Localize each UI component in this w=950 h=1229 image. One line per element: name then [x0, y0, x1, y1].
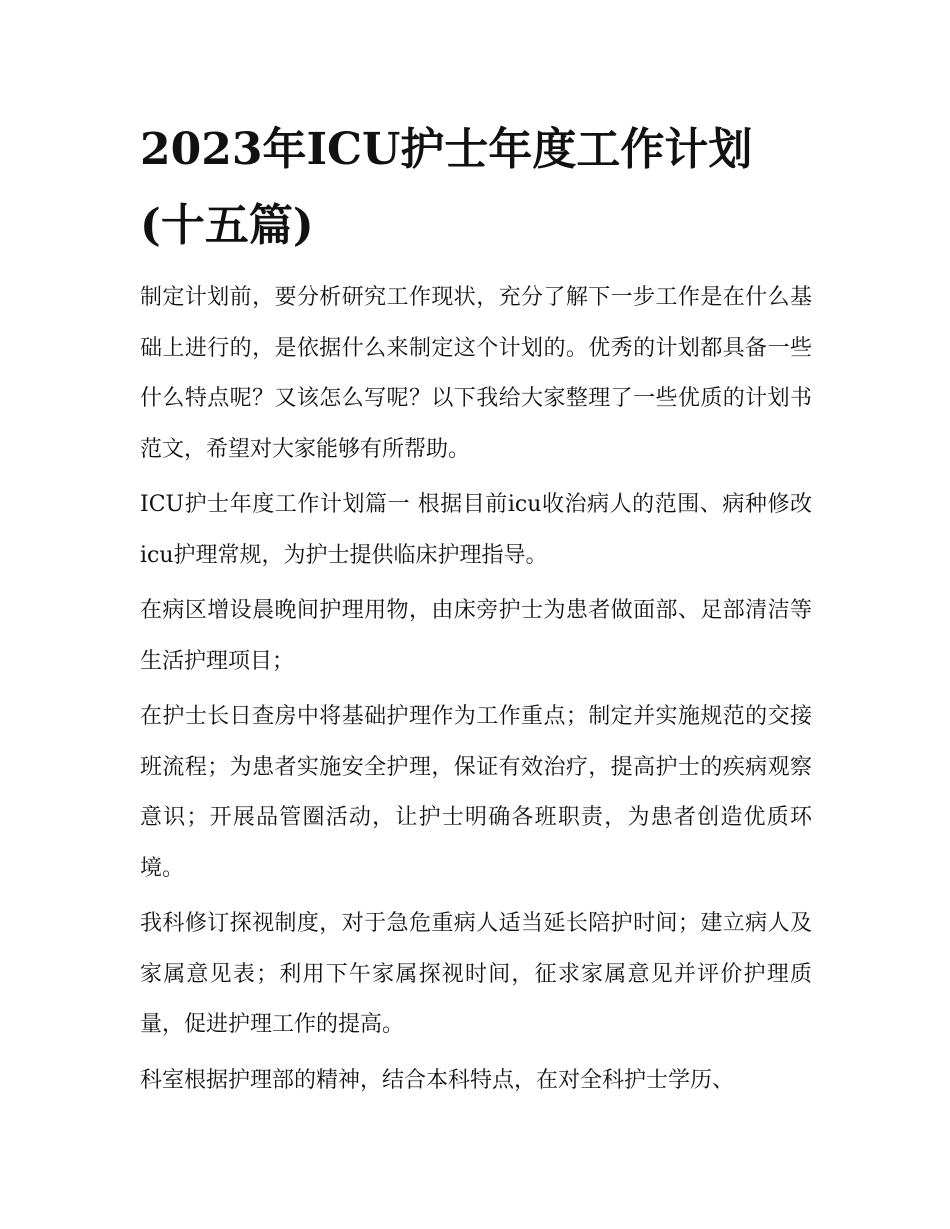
paragraph-plan-1: ICU护士年度工作计划篇一 根据目前icu收治病人的范围、病种修改icu护理常规，为护士提供临床护理指导。 — [140, 492, 812, 568]
paragraph-head-nurse-rounds: 在护士长日查房中将基础护理作为工作重点；制定并实施规范的交接班流程；为患者实施安全护理，保证有效治疗，提高护士的疾病观察意识；开展品管圈活动，让护士明确各班职责，为患者创造优质环境。 — [140, 704, 812, 881]
paragraph-department: 科室根据护理部的精神，结合本科特点，在对全科护士学历、 — [140, 1067, 735, 1093]
document-page — [140, 112, 812, 1111]
paragraph-intro: 制定计划前，要分析研究工作现状，充分了解下一步工作是在什么基础上进行的，是依据什么来制定这个计划的。优秀的计划都具备一些什么特点呢？又该怎么写呢？以下我给大家整理了一些优质的计划书范文，希望对大家能够有所帮助。 — [140, 285, 812, 462]
paragraph-visiting-system: 我科修订探视制度，对于急危重病人适当延长陪护时间；建立病人及家属意见表；利用下午家属探视时间，征求家属意见并评价护理质量，促进护理工作的提高。 — [140, 911, 812, 1037]
paragraph-ward-care: 在病区增设晨晚间护理用物，由床旁护士为患者做面部、足部清洁等生活护理项目； — [140, 598, 812, 674]
document-title: 2023年ICU护士年度工作计划(十五篇) — [140, 124, 753, 251]
